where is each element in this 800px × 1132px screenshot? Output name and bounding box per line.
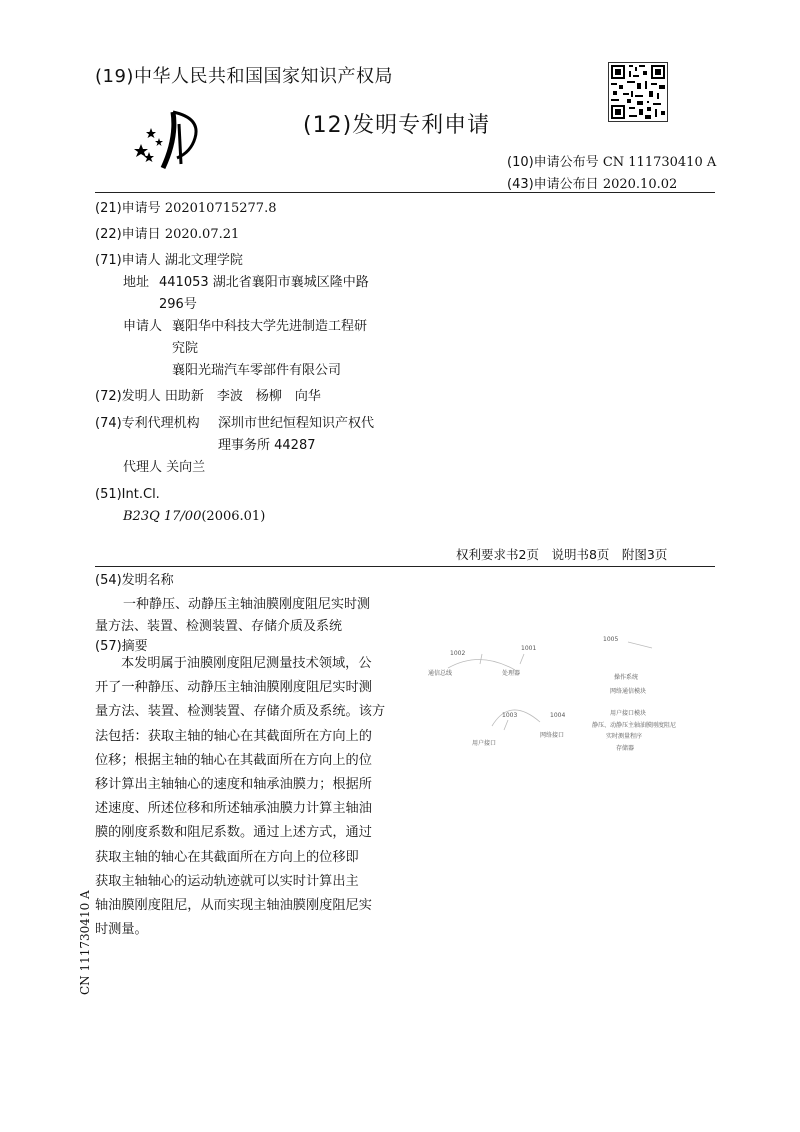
abstract-line: 时测量。 [95,922,148,938]
network-module-label: 网络通信模块 [610,688,647,695]
abstract-line: 本发明属于油膜刚度阻尼测量技术领域，公 [121,656,372,671]
application-date: (22)申请日 2020.07.21 [95,227,240,242]
label-1003: 1003 [502,712,518,719]
abstract-line: 量方法、装置、检测装置、存储介质及系统。该方 [95,704,386,720]
publication-date: (43)申请公布日 2020.10.02 [507,177,678,192]
pages-info: 权利要求书2页 说明书8页 附图3页 [456,547,668,562]
applicant2-label: 申请人 [123,319,163,334]
program-label-2: 实时测量程序 [606,733,643,740]
office-name: (19)中华人民共和国国家知识产权局 [95,66,393,87]
label-1002: 1002 [450,650,466,657]
abstract-body [95,652,387,942]
label-1004: 1004 [550,712,566,719]
abstract-line: 膜的刚度系数和阻尼系数。通过上述方式，通过 [95,825,372,841]
abstract-line: 位移；根据主轴的轴心在其截面所在方向上的位 [95,752,372,768]
applicant: (71)申请人 湖北文理学院 [95,253,243,268]
address-line-1: 441053 湖北省襄阳市襄城区隆中路 [159,275,369,290]
abstract-figure [420,630,720,770]
publication-number: (10)申请公布号 CN 111730410 A [507,155,717,170]
title-line-2: 量方法、装置、检测装置、存储介质及系统 [95,619,343,634]
agency-label: (74)专利代理机构 [95,416,200,431]
applicant2-line-2: 究院 [172,341,199,356]
title-line-1: 一种静压、动静压主轴油膜刚度阻尼实时测 [123,597,371,612]
abstract-line: 获取主轴轴心的运动轨迹就可以实时计算出主 [95,873,359,889]
qr-code-icon [608,62,668,122]
document-type: (12)发明专利申请 [303,113,491,138]
cnipa-logo-icon [133,108,211,172]
applicant2-line-1: 襄阳华中科技大学先进制造工程研 [172,319,368,334]
agency-line-2: 理事务所 44287 [218,438,316,453]
pages-divider [95,566,715,567]
label-1001: 1001 [521,645,537,652]
abstract-line: 法包括：获取主轴的轴心在其截面所在方向上的 [95,728,372,744]
memory-label: 存储器 [616,745,635,752]
abstract-line: 移计算出主轴轴心的速度和轴承油膜力；根据所 [95,777,372,793]
user-module-label: 用户接口模块 [610,710,647,717]
comm-bus-label: 通信总线 [428,670,453,677]
abstract-line: 轴油膜刚度阻尼，从而实现主轴油膜刚度阻尼实 [95,898,372,914]
agent: 代理人 关向兰 [123,460,206,475]
label-1005: 1005 [603,636,619,643]
address-label: 地址 [123,275,150,290]
abstract-line: 述速度、所述位移和所述轴承油膜力计算主轴油 [95,801,372,817]
int-cl-label: (51)Int.Cl. [95,487,160,502]
processor-label: 处理器 [502,670,521,677]
int-cl-value: B23Q 17/00(2006.01) [123,509,266,524]
side-publication-number: CN 111730410 A [78,890,92,995]
applicant2-line-3: 襄阳光瑞汽车零部件有限公司 [172,363,342,378]
abstract-line: 开了一种静压、动静压主轴油膜刚度阻尼实时测 [95,680,372,696]
agency-line-1: 深圳市世纪恒程知识产权代 [218,416,375,431]
program-label-1: 静压、动静压主轴油膜刚度阻尼 [592,722,677,729]
inventors: (72)发明人 田助新 李波 杨柳 向华 [95,389,321,404]
application-number: (21)申请号 202010715277.8 [95,201,277,216]
user-interface-label: 用户接口 [472,740,497,747]
abstract-line: 获取主轴的轴心在其截面所在方向上的位移即 [95,849,359,865]
title-label: (54)发明名称 [95,573,174,588]
abstract-label: (57)摘要 [95,639,148,654]
header-divider [95,192,715,193]
address-line-2: 296号 [159,297,197,312]
network-interface-label: 网络接口 [540,732,565,739]
os-label: 操作系统 [614,674,639,681]
